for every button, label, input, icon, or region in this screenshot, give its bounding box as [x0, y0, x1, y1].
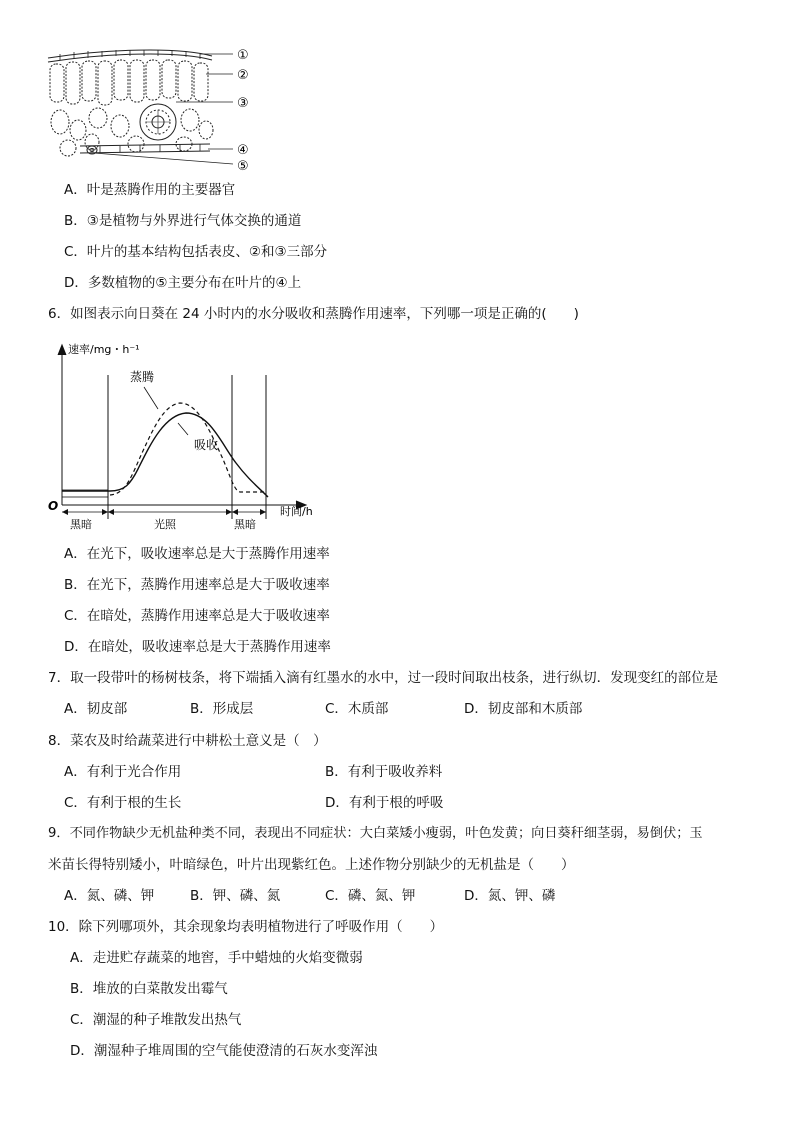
- origin-label: O: [48, 499, 59, 513]
- lower-epidermis: [80, 144, 210, 146]
- series-absorption: [62, 413, 268, 497]
- series-label-transpiration: 蒸腾: [130, 370, 155, 384]
- q9-stem-line-2: 米苗长得特别矮小，叶暗绿色，叶片出现紫红色。上述作物分别缺少的无机盐是（ ）: [48, 857, 575, 873]
- q5-option-a: A．叶是蒸腾作用的主要器官: [64, 182, 236, 198]
- q6-option-d: D．在暗处，吸收速率总是大于蒸腾作用速率: [64, 639, 331, 655]
- q7-option-d: D．韧皮部和木质部: [464, 701, 583, 717]
- q8-option-d: D．有利于根的呼吸: [325, 795, 444, 811]
- q10-stem: 10．除下列哪项外，其余现象均表明植物进行了呼吸作用（ ）: [48, 919, 444, 935]
- q5-option-b: B．③是植物与外界进行气体交换的通道: [64, 213, 302, 229]
- q8-option-b: B．有利于吸收养料: [325, 764, 443, 780]
- q8-option-a: A．有利于光合作用: [64, 764, 182, 780]
- q7-option-b: B．形成层: [190, 701, 254, 717]
- rate-chart: [40, 335, 340, 535]
- q9-stem-line-1: 9．不同作物缺少无机盐种类不同，表现出不同症状：大白菜矮小瘦弱，叶色发黄；向日葵秆细茎弱，易倒伏；玉: [48, 826, 703, 841]
- leaf-vein: [140, 104, 176, 140]
- q9-option-d: D．氮、钾、磷: [464, 888, 556, 904]
- q9-option-b: B．钾、磷、氮: [190, 888, 281, 904]
- q9-option-a: A．氮、磷、钾: [64, 888, 155, 904]
- label-2: ②: [237, 68, 249, 83]
- q5-option-d: D．多数植物的⑤主要分布在叶片的④上: [64, 275, 302, 291]
- y-axis-label: 速率/mg・h⁻¹: [68, 343, 140, 356]
- q8-stem: 8．菜农及时给蔬菜进行中耕松土意义是（ ）: [48, 733, 327, 749]
- q6-option-b: B．在光下，蒸腾作用速率总是大于吸收速率: [64, 577, 330, 593]
- q9-option-c: C．磷、氮、钾: [325, 888, 416, 904]
- q7-option-a: A．韧皮部: [64, 701, 128, 717]
- q10-option-b: B．堆放的白菜散发出霉气: [70, 981, 228, 997]
- spongy-cells: [51, 108, 213, 156]
- label-5: ⑤: [237, 159, 249, 174]
- q6-option-a: A．在光下，吸收速率总是大于蒸腾作用速率: [64, 546, 330, 562]
- x-axis-label: 时间/h: [280, 505, 313, 518]
- leaf-cross-section-figure: [40, 40, 270, 175]
- series-label-absorption: 吸收: [194, 438, 219, 452]
- q7-stem: 7．取一段带叶的杨树枝条，将下端插入滴有红墨水的水中，过一段时间取出枝条，进行纵切．发现变红的部位是: [48, 670, 719, 686]
- q7-option-c: C．木质部: [325, 701, 389, 717]
- palisade-cells: [50, 60, 208, 105]
- period-label-dark-2: 黑暗: [234, 518, 256, 531]
- period-label-dark-1: 黑暗: [70, 518, 92, 531]
- q10-option-c: C．潮湿的种子堆散发出热气: [70, 1012, 242, 1028]
- q6-option-c: C．在暗处，蒸腾作用速率总是大于吸收速率: [64, 608, 330, 624]
- label-3: ③: [237, 96, 249, 111]
- q8-option-c: C．有利于根的生长: [64, 795, 182, 811]
- label-4: ④: [237, 143, 249, 158]
- q6-stem: 6．如图表示向日葵在 24 小时内的水分吸收和蒸腾作用速率，下列哪一项是正确的( ): [48, 306, 579, 322]
- q10-option-a: A．走进贮存蔬菜的地窖，手中蜡烛的火焰变微弱: [70, 950, 363, 966]
- q10-option-d: D．潮湿种子堆周围的空气能使澄清的石灰水变浑浊: [70, 1043, 378, 1059]
- period-label-light: 光照: [154, 518, 176, 531]
- series-transpiration: [110, 403, 266, 495]
- label-1: ①: [237, 48, 249, 63]
- q5-option-c: C．叶片的基本结构包括表皮、②和③三部分: [64, 244, 328, 260]
